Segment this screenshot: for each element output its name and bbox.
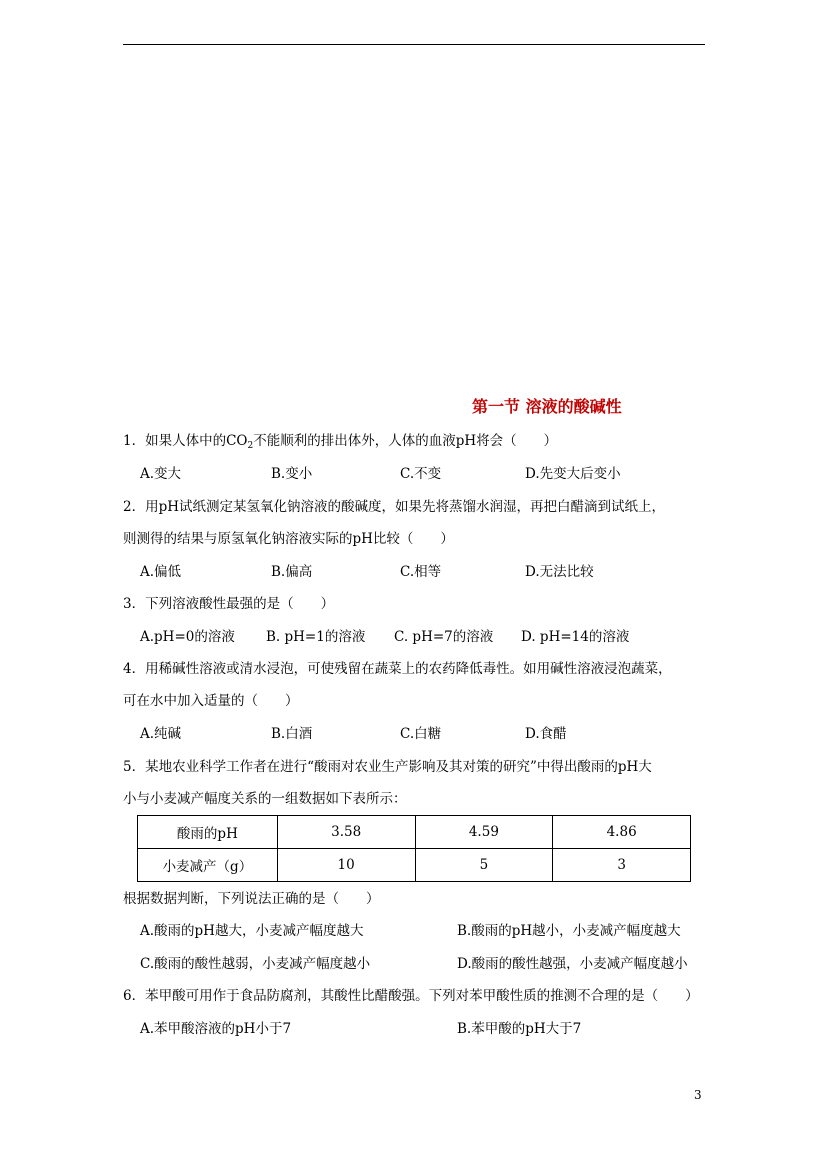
question-5-line-1: 5．某地农业科学工作者在进行“酸雨对农业生产影响及其对策的研究”中得出酸雨的pH大 <box>123 759 652 775</box>
question-5-line-2: 小与小麦减产幅度关系的一组数据如下表所示： <box>123 791 407 807</box>
q4-option-c[interactable]: C.白糖 <box>400 726 442 742</box>
table-cell: 3 <box>553 849 691 882</box>
question-2-line-2: 则测得的结果与原氢氧化钠溶液实际的pH比较（ ） <box>123 531 454 547</box>
question-6: 6．苯甲酸可用作于食品防腐剂，其酸性比醋酸强。下列对苯甲酸性质的推测不合理的是（ ） <box>123 988 699 1004</box>
q5-option-d[interactable]: D.酸雨的酸性越强，小麦减产幅度越小 <box>457 956 688 972</box>
q3-option-d[interactable]: D. pH=14的溶液 <box>521 629 630 645</box>
q6-option-a[interactable]: A.苯甲酸溶液的pH小于7 <box>140 1021 292 1037</box>
table-cell: 4.86 <box>553 816 691 849</box>
header-rule <box>123 44 705 45</box>
data-table <box>137 815 691 882</box>
q2-option-a[interactable]: A.偏低 <box>140 564 182 580</box>
q1-option-d[interactable]: D.先变大后变小 <box>525 466 621 482</box>
q1-option-a[interactable]: A.变大 <box>140 466 182 482</box>
q5-option-b[interactable]: B.酸雨的pH越小，小麦减产幅度越大 <box>457 923 681 939</box>
table-cell: 10 <box>277 849 415 882</box>
q2-option-d[interactable]: D.无法比较 <box>525 564 594 580</box>
table-cell: 3.58 <box>277 816 415 849</box>
table-row <box>138 816 691 849</box>
table-row <box>138 849 691 882</box>
question-1 <box>123 432 557 455</box>
question-3: 3．下列溶液酸性最强的是（ ） <box>123 596 335 612</box>
table-cell: 5 <box>415 849 553 882</box>
q4-option-d[interactable]: D.食醋 <box>525 726 567 742</box>
q1-option-b[interactable]: B.变小 <box>271 466 313 482</box>
question-1-text-b: 不能顺利的排出体外，人体的血液pH将会（ ） <box>253 433 558 449</box>
question-4-line-2: 可在水中加入适量的（ ） <box>123 693 299 709</box>
table-cell: 小麦减产（g） <box>138 849 278 882</box>
q3-option-b[interactable]: B. pH=1的溶液 <box>266 629 366 645</box>
q2-option-b[interactable]: B.偏高 <box>271 564 313 580</box>
q5-option-a[interactable]: A.酸雨的pH越大，小麦减产幅度越大 <box>140 923 364 939</box>
q3-option-c[interactable]: C. pH=7的溶液 <box>394 629 494 645</box>
question-4-line-1: 4．用稀碱性溶液或清水浸泡，可使残留在蔬菜上的农药降低毒性。如用碱性溶液浸泡蔬菜， <box>123 661 672 677</box>
section-title: 第一节 溶液的酸碱性 <box>472 397 622 416</box>
table-cell: 4.59 <box>415 816 553 849</box>
q5-option-c[interactable]: C.酸雨的酸性越弱，小麦减产幅度越小 <box>140 956 371 972</box>
question-5-line-3: 根据数据判断，下列说法正确的是（ ） <box>123 891 380 907</box>
table-cell: 酸雨的pH <box>138 816 278 849</box>
q4-option-b[interactable]: B.白酒 <box>271 726 313 742</box>
page-number: 3 <box>694 1088 702 1102</box>
q6-option-b[interactable]: B.苯甲酸的pH大于7 <box>457 1021 582 1037</box>
question-1-text-a: 1．如果人体中的CO <box>123 433 248 449</box>
q3-option-a[interactable]: A.pH=0的溶液 <box>140 629 235 645</box>
q4-option-a[interactable]: A.纯碱 <box>140 726 182 742</box>
q1-option-c[interactable]: C.不变 <box>400 466 442 482</box>
question-2-line-1: 2．用pH试纸测定某氢氧化钠溶液的酸碱度，如果先将蒸馏水润湿，再把白醋滴到试纸上， <box>123 499 666 515</box>
subscript-2: 2 <box>247 441 254 451</box>
q2-option-c[interactable]: C.相等 <box>400 564 442 580</box>
